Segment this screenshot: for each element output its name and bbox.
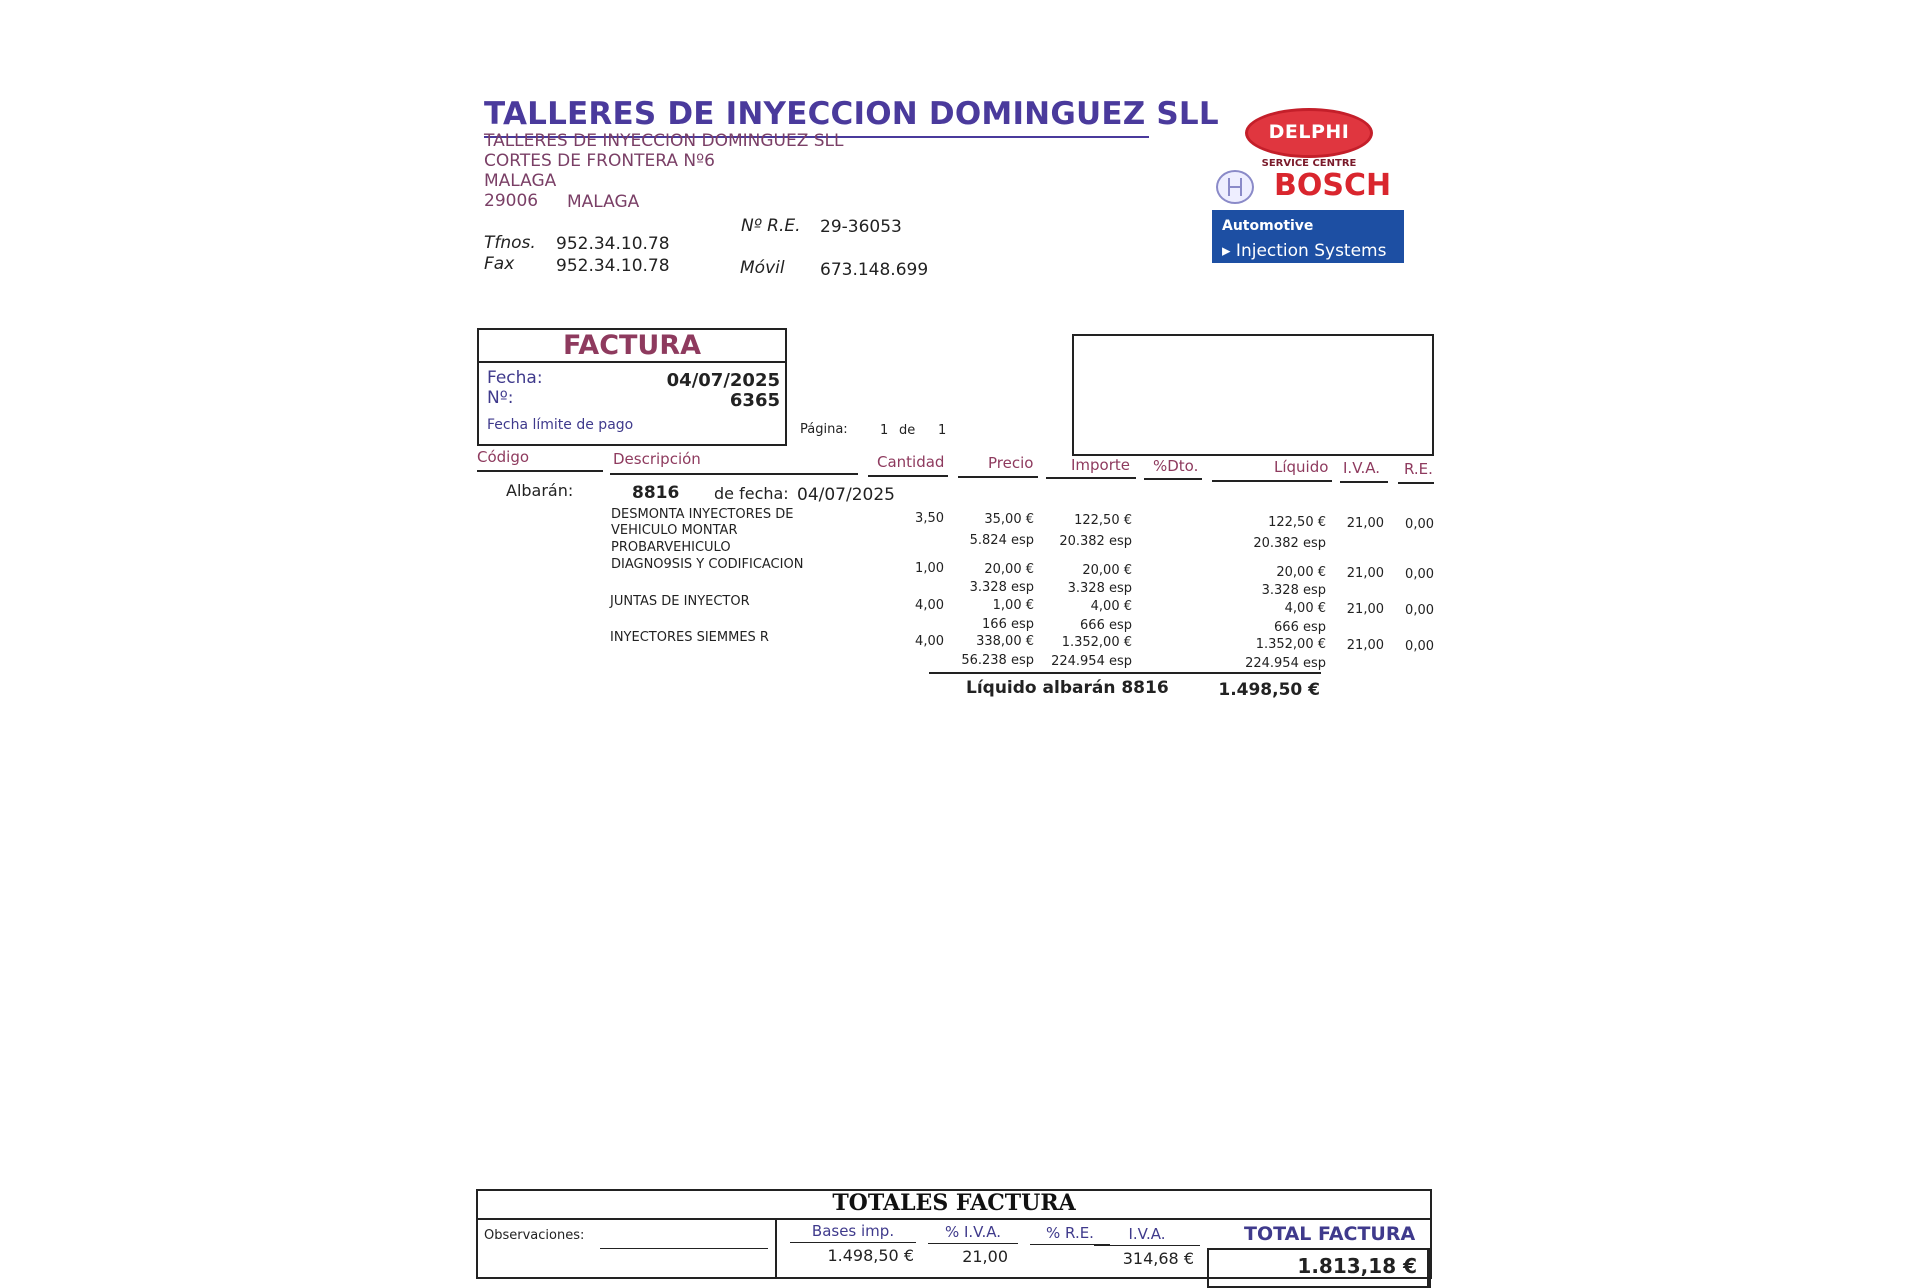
line-item-liquido-esp: 666 esp [1274, 620, 1326, 635]
line-item-desc: JUNTAS DE INYECTOR [610, 594, 750, 609]
tel-label: Tfnos. [484, 233, 536, 253]
pagina-label: Página: [800, 422, 848, 437]
line-item-iva: 21,00 [1346, 566, 1384, 581]
line-item-liquido-esp: 20.382 esp [1253, 536, 1326, 551]
pagina-current: 1 [880, 423, 889, 438]
tel-value: 952.34.10.78 [556, 234, 670, 254]
col-rule-descripcion [610, 473, 858, 475]
re-value: 29-36053 [820, 217, 902, 237]
line-item-iva: 21,00 [1346, 602, 1384, 617]
observaciones-line [600, 1248, 768, 1249]
col-header-dto: %Dto. [1153, 457, 1199, 475]
line-item-precio-esp: 56.238 esp [961, 653, 1034, 668]
iva-pct-rule [928, 1243, 1018, 1244]
col-header-re: R.E. [1404, 460, 1433, 478]
line-item-liquido-esp: 224.954 esp [1245, 656, 1326, 671]
line-item-desc: DIAGNO9SIS Y CODIFICACION [611, 557, 804, 572]
company-province: MALAGA [567, 192, 640, 212]
col-rule-precio [958, 476, 1038, 478]
albaran-number: 8816 [632, 483, 680, 503]
line-item-iva: 21,00 [1346, 516, 1384, 531]
line-item-liquido: 122,50 € [1268, 515, 1326, 530]
col-rule-cantidad [868, 475, 948, 477]
invoice-date: 04/07/2025 [666, 370, 780, 391]
line-item-precio: 338,00 € [976, 634, 1034, 649]
iva-amount-value: 314,68 € [1122, 1249, 1194, 1268]
line-item-importe: 4,00 € [1090, 599, 1132, 614]
bosch-emblem-icon [1216, 170, 1254, 204]
line-item-importe-esp: 3.328 esp [1067, 581, 1132, 596]
invoice-title-divider [477, 361, 787, 363]
col-rule-codigo [477, 470, 603, 472]
col-header-importe: Importe [1071, 456, 1131, 474]
liquido-albaran-total: 1.498,50 € [1218, 680, 1320, 700]
company-city: MALAGA [484, 171, 557, 191]
invoice-number: 6365 [729, 390, 780, 411]
albaran-date: 04/07/2025 [797, 485, 895, 505]
iva-amount-label: I.V.A. [1128, 1225, 1166, 1243]
col-header-codigo: Código [477, 448, 530, 466]
iva-pct-label: % I.V.A. [944, 1223, 1002, 1241]
albaran-de-fecha-label: de fecha: [714, 484, 789, 503]
line-item-cantidad: 1,00 [915, 561, 944, 576]
company-name: TALLERES DE INYECCION DOMINGUEZ SLL [484, 131, 844, 151]
line-item-desc: INYECTORES SIEMMES R [610, 630, 769, 645]
line-item-precio: 1,00 € [992, 598, 1034, 613]
line-item-re: 0,00 [1405, 603, 1434, 618]
company-title: TALLERES DE INYECCION DOMINGUEZ SLL [484, 96, 1219, 132]
company-postal-code: 29006 [484, 191, 539, 211]
line-item-importe: 20,00 € [1082, 563, 1132, 578]
line-item-importe-esp: 20.382 esp [1059, 534, 1132, 549]
line-item-liquido: 4,00 € [1284, 601, 1326, 616]
col-rule-re [1398, 482, 1434, 484]
line-item-desc: VEHICULO MONTAR [611, 523, 738, 538]
line-item-re: 0,00 [1405, 567, 1434, 582]
line-item-liquido: 1.352,00 € [1255, 637, 1326, 652]
albaran-total-rule [929, 672, 1321, 674]
col-rule-importe [1046, 477, 1136, 479]
bases-imp-rule [790, 1242, 916, 1243]
pagina-total: 1 [938, 423, 947, 438]
line-item-liquido: 20,00 € [1276, 565, 1326, 580]
fax-value: 952.34.10.78 [556, 256, 670, 276]
line-item-precio: 35,00 € [984, 512, 1034, 527]
automotive-text: Automotive [1222, 218, 1314, 234]
pagina-de-label: de [899, 423, 916, 438]
line-item-re: 0,00 [1405, 517, 1434, 532]
col-rule-dto [1144, 478, 1202, 480]
line-item-importe: 1.352,00 € [1061, 635, 1132, 650]
line-item-precio-esp: 166 esp [982, 617, 1034, 632]
col-header-precio: Precio [988, 454, 1034, 472]
total-factura-value: 1.813,18 € [1297, 1254, 1417, 1278]
delphi-logo-text: DELPHI [1268, 121, 1350, 143]
col-header-liquido: Líquido [1274, 458, 1329, 476]
line-item-desc: PROBARVEHICULO [611, 540, 731, 555]
col-header-descripcion: Descripción [613, 450, 701, 468]
re-label: Nº R.E. [741, 216, 801, 236]
total-factura-label: TOTAL FACTURA [1244, 1223, 1416, 1245]
col-rule-liquido [1212, 480, 1332, 482]
fecha-limite-label: Fecha límite de pago [487, 417, 634, 433]
line-item-re: 0,00 [1405, 639, 1434, 654]
bosch-logo-text: BOSCH [1274, 168, 1392, 203]
bases-imp-label: Bases imp. [811, 1222, 895, 1240]
line-item-cantidad: 4,00 [915, 598, 944, 613]
movil-label: Móvil [740, 258, 785, 278]
client-address-box [1072, 334, 1434, 456]
iva-pct-value: 21,00 [962, 1247, 1008, 1266]
fax-label: Fax [484, 254, 515, 274]
line-item-importe-esp: 224.954 esp [1051, 654, 1132, 669]
injection-systems-text: ▸ Injection Systems [1222, 241, 1387, 261]
company-address: CORTES DE FRONTERA Nº6 [484, 151, 715, 171]
line-item-cantidad: 4,00 [915, 634, 944, 649]
bases-imp-value: 1.498,50 € [827, 1246, 914, 1265]
service-centre-text: SERVICE CENTRE [1261, 158, 1357, 169]
invoice-title: FACTURA [562, 330, 702, 361]
liquido-albaran-label: Líquido albarán 8816 [966, 678, 1169, 698]
line-item-cantidad: 3,50 [915, 511, 944, 526]
line-item-importe: 122,50 € [1074, 513, 1132, 528]
numero-label: Nº: [487, 388, 514, 408]
line-item-importe-esp: 666 esp [1080, 618, 1132, 633]
col-rule-iva [1340, 481, 1388, 483]
line-item-precio-esp: 3.328 esp [969, 580, 1034, 595]
movil-value: 673.148.699 [820, 260, 929, 280]
line-item-iva: 21,00 [1346, 638, 1384, 653]
col-header-iva: I.V.A. [1343, 459, 1381, 477]
line-item-precio: 20,00 € [984, 562, 1034, 577]
totals-title: TOTALES FACTURA [832, 1190, 1076, 1216]
line-item-liquido-esp: 3.328 esp [1261, 583, 1326, 598]
line-item-precio-esp: 5.824 esp [969, 533, 1034, 548]
observaciones-label: Observaciones: [484, 1228, 585, 1243]
iva-amount-rule [1094, 1245, 1200, 1246]
line-item-desc: DESMONTA INYECTORES DE [611, 507, 794, 522]
col-header-cantidad: Cantidad [877, 453, 945, 471]
fecha-label: Fecha: [487, 368, 543, 388]
re-pct-label: % R.E. [1046, 1224, 1094, 1242]
albaran-label: Albarán: [506, 481, 574, 500]
